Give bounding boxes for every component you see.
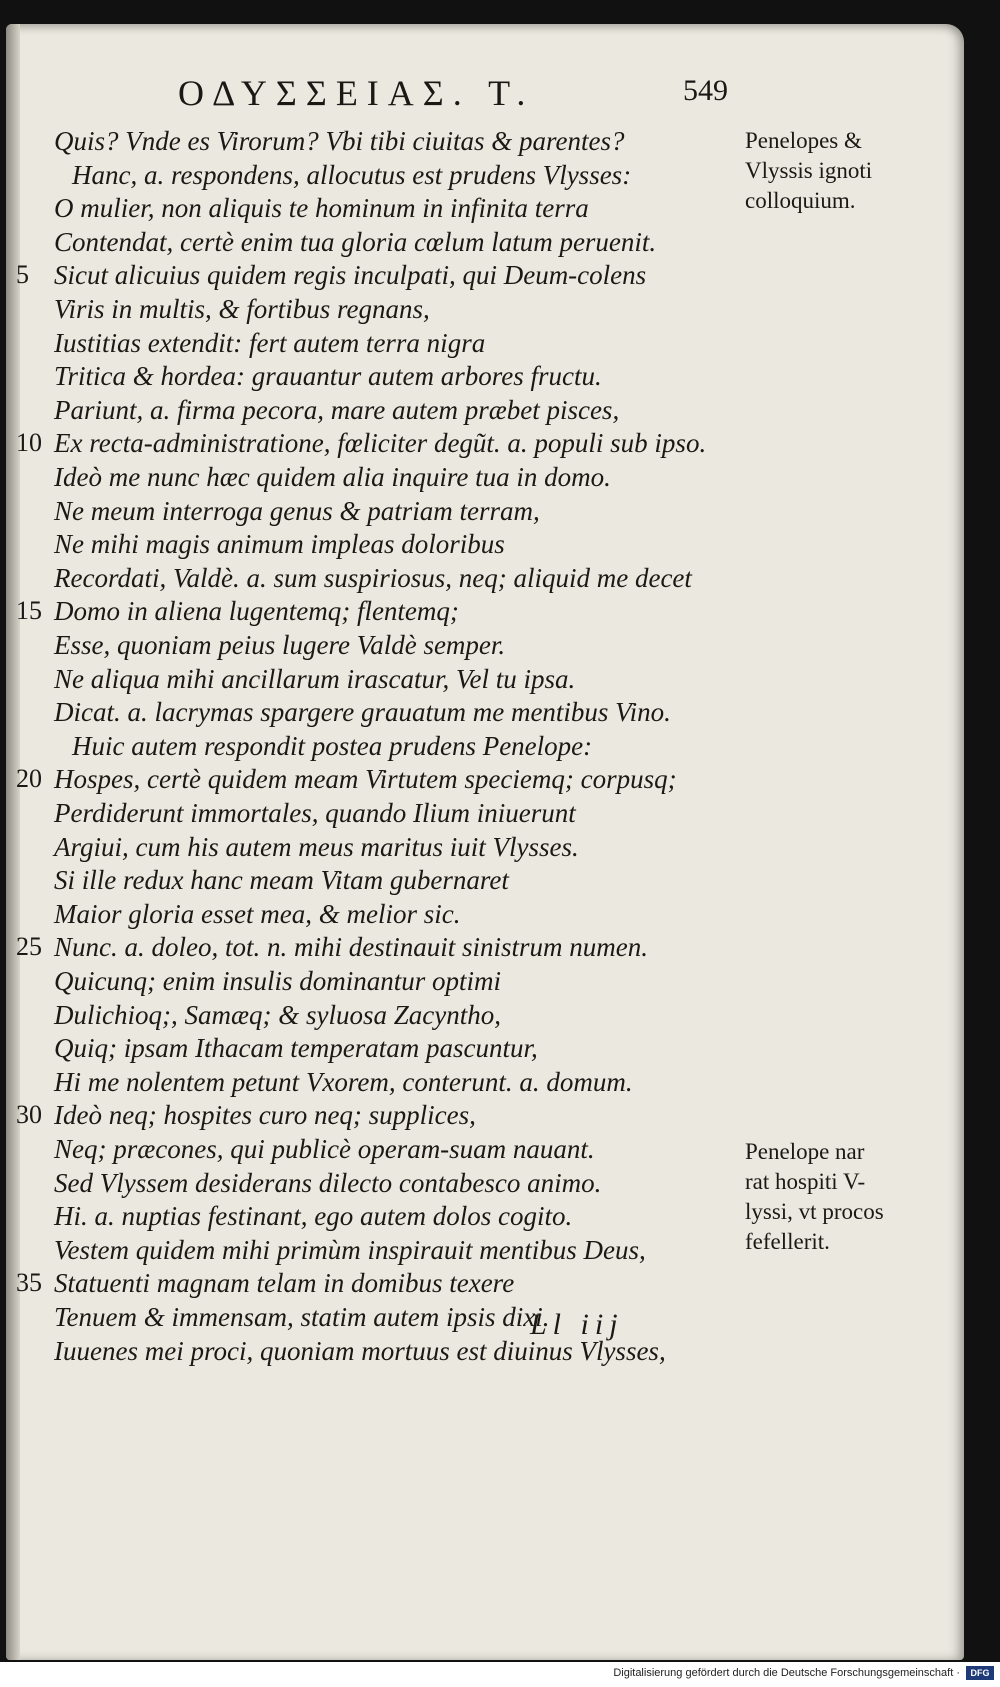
verse-line: Hospes, certè quidem meam Virtutem speciemq; corpusq; <box>54 764 677 794</box>
marginal-note-colloquium <box>745 126 915 216</box>
verse-line: Nunc. a. doleo, tot. n. mihi destinauit sinistrum numen. <box>54 932 648 962</box>
verse-line: Recordati, Valdè. a. sum suspiriosus, neq; aliquid me decet <box>54 563 692 593</box>
verse-line: Quicunq; enim insulis dominantur optimi <box>54 966 501 996</box>
verse-line: Esse, quoniam peius lugere Valdè semper. <box>54 630 506 660</box>
verse-line: Vestem quidem mihi primùm inspirauit mentibus Deus, <box>54 1235 646 1265</box>
verse-line: Triticа & hordea: grauantur autem arbores fructu. <box>54 361 602 391</box>
verse-line: Si ille redux hanc meam Vitam gubernaret <box>54 865 509 895</box>
verse-line: Ideò me nunc hæc quidem alia inquire tua in domo. <box>54 462 611 492</box>
marginal-note-line: Vlyssis ignoti <box>745 158 873 183</box>
verse-line: Maior gloria esset mea, & melior sic. <box>54 899 461 929</box>
verse-line: O mulier, non aliquis te hominum in infinita terra <box>54 193 589 223</box>
verse-line: Iuuenes mei proci, quoniam mortuus est diuinus Vlysses, <box>54 1336 666 1366</box>
verse-line: Hi me nolentem petunt Vxorem, conterunt. a. domum. <box>54 1067 633 1097</box>
verse-line: Pariunt, a. firma pecora, mare autem præbet pisces, <box>54 395 620 425</box>
verse-line: Perdiderunt immortales, quando Ilium iniuerunt <box>54 798 576 828</box>
verse-line: Ne mihi magis animum impleas doloribus <box>54 529 505 559</box>
dfg-logo: DFG <box>966 1666 994 1680</box>
page-header <box>178 72 738 124</box>
line-number: 5 <box>16 260 29 289</box>
verse-line: Quiq; ipsam Ithacam temperatam pascuntur, <box>54 1033 538 1063</box>
marginal-note-line: rat hospiti V- <box>745 1169 866 1194</box>
marginal-note-line: lyssi, vt procos <box>745 1199 884 1224</box>
verse-line: Dulichioq;, Samæq; & syluosa Zacyntho, <box>54 1000 501 1030</box>
marginal-note-line: Penelopes & <box>745 128 862 153</box>
verse-line: Tenuem & immensam, statim autem ipsis dixi. <box>54 1302 550 1332</box>
verse-line: Ne meum interroga genus & patriam terram, <box>54 496 540 526</box>
verse-line: Contendat, certè enim tua gloria cœlum latum peruenit. <box>54 227 657 257</box>
line-number: 30 <box>16 1100 42 1129</box>
running-title: ΟΔΥΣΣΕΙΑΣ. Τ. <box>178 73 535 113</box>
verse-line: Argiui, cum his autem meus maritus iuit Vlysses. <box>54 832 579 862</box>
digitization-footer <box>0 1662 1000 1687</box>
verse-line: Viris in multis, & fortibus regnans, <box>54 294 430 324</box>
marginal-note-penelope <box>745 1137 915 1257</box>
verse-line: Hi. a. nuptias festinant, ego autem dolos cogito. <box>54 1201 573 1231</box>
verse-line: Ne aliqua mihi ancillarum irascatur, Vel tu ipsa. <box>54 664 576 694</box>
marginal-note-line: fefellerit. <box>745 1229 830 1254</box>
verse-line: Iustitias extendit: fert autem terra nigra <box>54 328 486 358</box>
line-number: 10 <box>16 428 42 457</box>
marginal-note-line: Penelope nar <box>745 1139 865 1164</box>
line-number: 35 <box>16 1268 42 1297</box>
line-number: 20 <box>16 764 42 793</box>
verse-line: Sed Vlyssem desiderans dilecto contabesco animo. <box>54 1168 602 1198</box>
verse-line: Ex recta-administratione, fœliciter degũt. a. populi sub ipso. <box>54 428 707 458</box>
verse-line: Sicut alicuius quidem regis inculpati, qui Deum-colens <box>54 260 647 290</box>
verse-line: Hanc, a. respondens, allocutus est prudens Vlysses: <box>72 160 632 190</box>
footer-credit: Digitalisierung gefördert durch die Deutsche Forschungsgemeinschaft · <box>613 1667 960 1679</box>
verse-line: Dicat. a. lacrymas spargere grauatum me mentibus Vino. <box>54 697 671 727</box>
verse-line: Huic autem respondit postea prudens Penelope: <box>72 731 593 761</box>
verse-line: Ideò neq; hospites curo neq; supplices, <box>54 1100 476 1130</box>
line-number: 15 <box>16 596 42 625</box>
line-number: 25 <box>16 932 42 961</box>
verse-line: Quis? Vnde es Virorum? Vbi tibi ciuitas & parentes? <box>54 126 625 156</box>
marginal-note-line: colloquium. <box>745 188 856 213</box>
verse-line: Domo in aliena lugentemq; flentemq; <box>54 596 459 626</box>
verse-line: Statuenti magnam telam in domibus texere <box>54 1268 515 1298</box>
page-number: 549 <box>683 74 728 107</box>
signature-mark: Ll iij <box>530 1308 624 1341</box>
verse-line: Neq; præcones, qui publicè operam-suam nauant. <box>54 1134 595 1164</box>
